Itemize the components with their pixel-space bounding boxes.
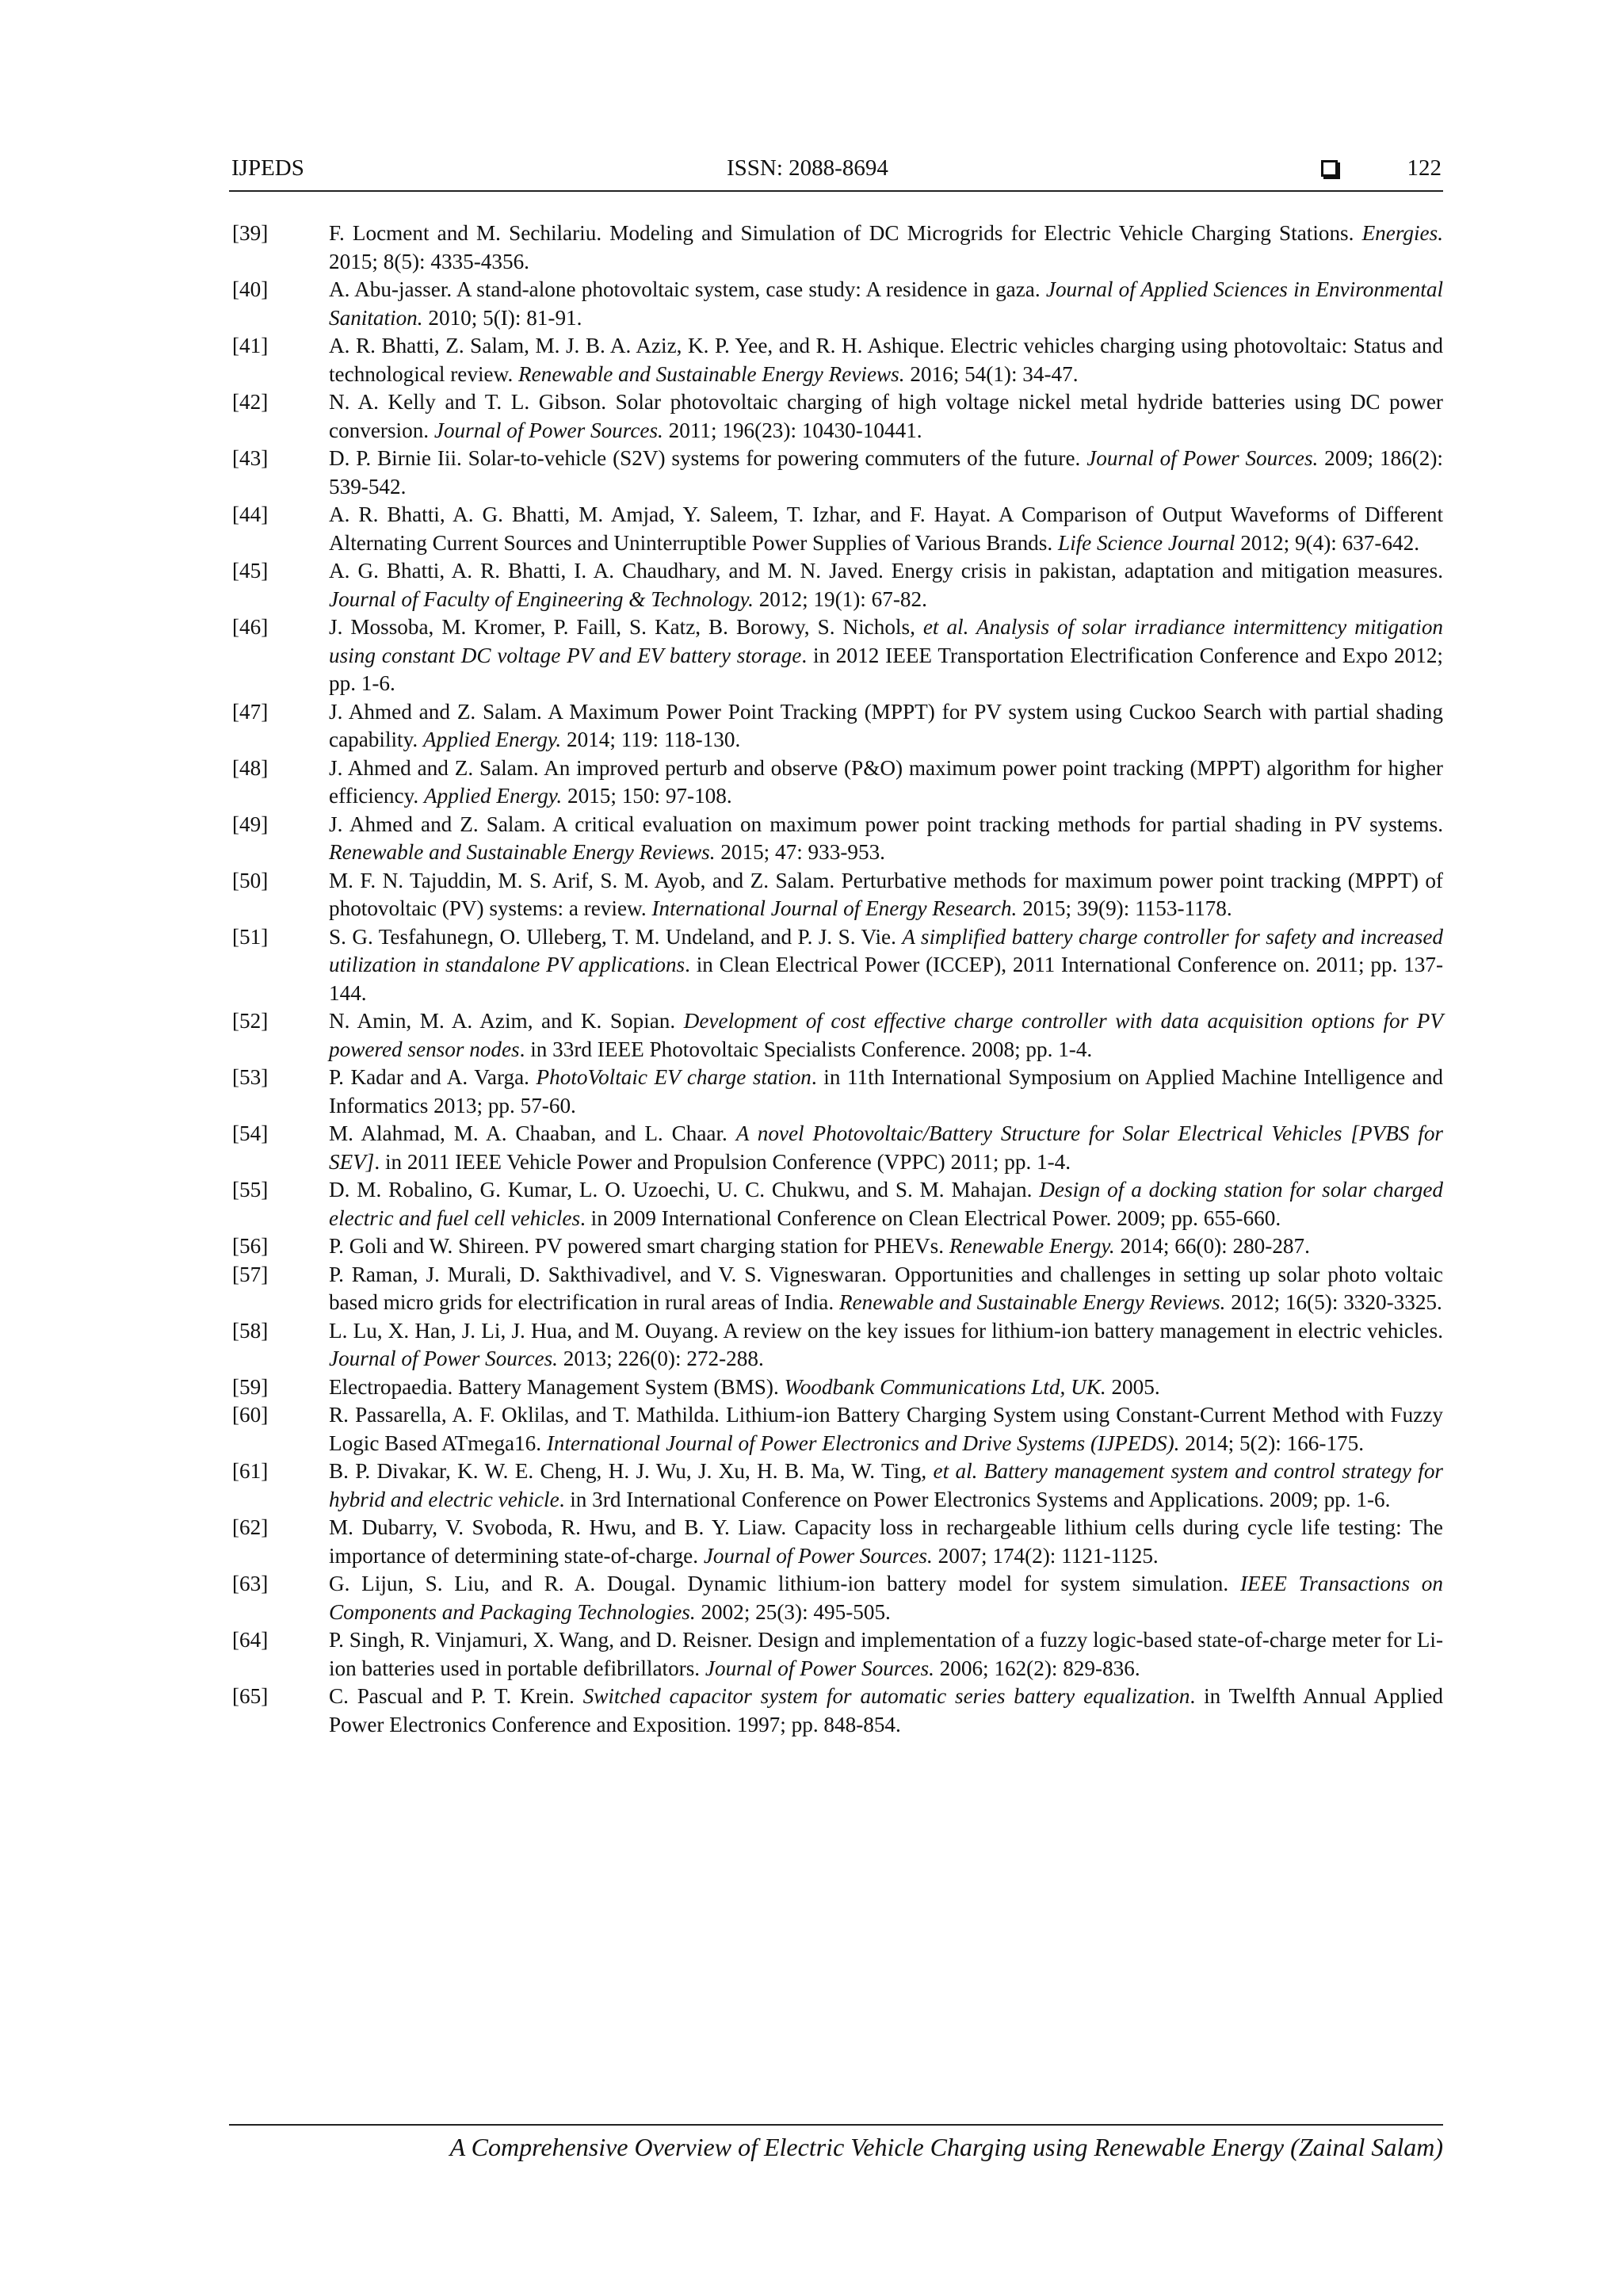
reference-italic-run: Journal of Power Sources. [1086,446,1319,470]
reference-item [229,220,1443,276]
reference-item [229,1176,1443,1232]
reference-run: 2015; 39(9): 1153-1178. [1017,896,1232,920]
reference-run: . in 2012 IEEE Transportation Electrification Conference and Expo 2012; pp. 1-6. [329,643,1443,695]
reference-number: [58] [232,1318,269,1343]
reference-item [229,276,1443,332]
reference-run: 2015; 150: 97-108. [562,784,732,808]
reference-text [329,755,1443,811]
reference-run: 2014; 119: 118-130. [561,728,741,751]
reference-item [229,1007,1443,1064]
reference-run: 2015; 47: 933-953. [715,840,885,864]
reference-run: 2002; 25(3): 495-505. [695,1599,891,1624]
reference-text [329,613,1443,698]
reference-italic-run: Applied Energy. [423,728,562,751]
reference-italic-run: Journal of Power Sources. [705,1656,934,1680]
reference-number: [63] [232,1572,269,1595]
reference-number: [59] [232,1374,269,1399]
reference-run: R. Passarella, A. F. Oklilas, and T. Mathilda. Lithium-ion Battery Charging System using Constant-Current Method with Fuzzy Logic Based ATmega16. [329,1403,1443,1455]
reference-item [229,332,1443,388]
reference-run: . in 2011 IEEE Vehicle Power and Propulsion Conference (VPPC) 2011; pp. 1-4. [374,1149,1071,1174]
reference-number: [39] [232,221,269,245]
reference-item [229,1683,1443,1739]
reference-text [329,501,1443,557]
reference-number: [48] [232,755,269,780]
reference-run: J. Ahmed and Z. Salam. A critical evaluation on maximum power point tracking methods for partial shading in PV systems. [329,812,1443,836]
reference-italic-run: Development of cost effective charge controller with data acquisition options for PV powered sensor nodes [329,1009,1444,1061]
reference-text [329,867,1443,923]
reference-item [229,1514,1443,1570]
reference-item [229,698,1443,755]
issn-label: ISSN: 2088-8694 [727,155,888,181]
journal-name: IJPEDS [231,155,304,181]
reference-text [329,1457,1443,1514]
reference-run: M. Alahmad, M. A. Chaaban, and L. Chaar. [329,1121,736,1145]
reference-run: A. R. Bhatti, A. G. Bhatti, M. Amjad, Y. Saleem, T. Izhar, and F. Hayat. A Comparison of Output Waveforms of Different Alternating Current Sources and Uninterruptible Power Supplies of Various Brands. [329,502,1443,555]
reference-number: [65] [232,1684,269,1708]
reference-item [229,1317,1443,1373]
reference-run: J. Ahmed and Z. Salam. A Maximum Power Point Tracking (MPPT) for PV system using Cuckoo Search with partial shading capability. [329,699,1443,751]
reference-italic-run: A simplified battery charge controller for safety and increased utilization in standalone PV applications [329,924,1443,976]
reference-text [329,445,1443,501]
reference-run: P. Goli and W. Shireen. PV powered smart charging station for PHEVs. [329,1234,949,1258]
reference-text [329,1261,1443,1317]
reference-run: A. Abu-jasser. A stand-alone photovoltaic system, case study: A residence in gaza. [329,277,1046,301]
reference-run: M. F. N. Tajuddin, M. S. Arif, S. M. Ayob, and Z. Salam. Perturbative methods for maximum power point tracking (MPPT) of photovoltaic (PV) systems: a review. [329,868,1443,920]
reference-italic-run: IEEE Transactions on Components and Packaging Technologies. [329,1572,1443,1624]
reference-item [229,1570,1443,1626]
reference-run: . in 3rd International Conference on Power Electronics Systems and Applications. 2009; pp. 1-6. [559,1487,1391,1511]
reference-number: [55] [232,1178,269,1201]
reference-item [229,388,1443,445]
reference-item [229,1401,1443,1457]
reference-italic-run: Life Science Journal [1057,530,1235,555]
reference-run: 2010; 5(I): 81-91. [422,305,582,330]
reference-run: F. Locment and M. Sechilariu. Modeling and Simulation of DC Microgrids for Electric Vehicle Charging Stations. [329,221,1362,245]
reference-text [329,1064,1443,1120]
reference-italic-run: Journal of Applied Sciences in Environmental Sanitation. [329,277,1443,330]
reference-item [229,923,1443,1008]
reference-number: [42] [232,390,269,414]
reference-number: [54] [232,1121,269,1145]
reference-item [229,755,1443,811]
reference-number: [41] [232,334,269,357]
reference-italic-run: Journal of Power Sources. [703,1543,933,1568]
page-header [229,155,1443,192]
footer-title: A Comprehensive Overview of Electric Vehicle Charging using Renewable Energy (Zainal Salam) [449,2133,1443,2161]
reference-italic-run: Renewable Energy. [949,1234,1115,1258]
reference-item [229,1064,1443,1120]
reference-text [329,557,1443,613]
reference-number: [61] [232,1459,269,1483]
reference-run: M. Dubarry, V. Svoboda, R. Hwu, and B. Y. Liaw. Capacity loss in rechargeable lithium cells during cycle life testing: The importance of determining state-of-charge. [329,1515,1443,1568]
reference-run: 2011; 196(23): 10430-10441. [663,418,922,442]
reference-run: S. G. Tesfahunegn, O. Ulleberg, T. M. Undeland, and P. J. S. Vie. [329,924,903,949]
reference-number: [64] [232,1628,269,1652]
reference-italic-run: , et al. Battery management system and control strategy for hybrid and electric vehicle [329,1459,1443,1511]
reference-text [329,923,1443,1008]
reference-text [329,1683,1443,1739]
reference-item [229,557,1443,613]
reference-italic-run: Journal of Power Sources. [329,1347,558,1370]
reference-text [329,1232,1443,1261]
reference-italic-run: International Journal of Energy Research. [651,896,1018,920]
reference-text [329,220,1443,276]
reference-text [329,1373,1443,1402]
reference-run: P. Singh, R. Vinjamuri, X. Wang, and D. Reisner. Design and implementation of a fuzzy logic-based state-of-charge meter for Li-ion batteries used in portable defibrillators. [329,1628,1443,1680]
reference-number: [50] [232,868,269,892]
reference-number: [49] [232,812,269,836]
reference-run: . in 33rd IEEE Photovoltaic Specialists Conference. 2008; pp. 1-4. [519,1037,1093,1061]
reference-text [329,332,1443,388]
reference-run: 2015; 8(5): 4335-4356. [329,249,529,273]
reference-number: [53] [232,1065,269,1089]
reference-run: G. Lijun, S. Liu, and R. A. Dougal. Dynamic lithium-ion battery model for system simulation. [329,1572,1240,1595]
square-bullet-icon [1321,160,1338,177]
reference-run: 2014; 5(2): 166-175. [1179,1431,1365,1455]
reference-run: 2014; 66(0): 280-287. [1114,1234,1310,1258]
reference-item [229,811,1443,867]
reference-italic-run: International Journal of Power Electronics and Drive Systems (IJPEDS). [546,1431,1180,1455]
reference-italic-run: Renewable and Sustainable Energy Reviews. [518,361,905,386]
reference-number: [60] [232,1403,269,1427]
reference-number: [46] [232,615,269,639]
reference-run: . in Twelfth Annual Applied Power Electronics Conference and Exposition. 1997; pp. 848-854. [329,1684,1443,1736]
reference-run: P. Raman, J. Murali, D. Sakthivadivel, and V. S. Vigneswaran. Opportunities and challenges in setting up solar photo voltaic based micro grids for electrification in rural areas of India. [329,1262,1443,1314]
reference-number: [44] [232,502,269,526]
reference-run: N. A. Kelly and T. L. Gibson. Solar photovoltaic charging of high voltage nickel metal hydride batteries using DC power conversion. [329,390,1443,442]
reference-text [329,1626,1443,1683]
reference-item [229,1626,1443,1683]
reference-text [329,698,1443,755]
reference-item [229,1457,1443,1514]
reference-run: 2013; 226(0): 272-288. [557,1347,764,1370]
reference-italic-run: A novel Photovoltaic/Battery Structure for Solar Electrical Vehicles [PVBS for SEV] [329,1121,1444,1174]
reference-run: A. R. Bhatti, Z. Salam, M. J. B. A. Aziz, K. P. Yee, and R. H. Ashique. Electric vehicles charging using photovoltaic: Status and technological review. [329,334,1443,386]
page-footer [229,2124,1443,2162]
reference-italic-run: Renewable and Sustainable Energy Reviews. [329,840,716,864]
reference-italic-run: Applied Energy. [424,784,563,808]
reference-run: 2016; 54(1): 34-47. [904,361,1079,386]
reference-run: Electropaedia. Battery Management System (BMS). [329,1374,785,1399]
reference-item [229,1261,1443,1317]
reference-run: P. Kadar and A. Varga. [329,1065,537,1089]
reference-item [229,1120,1443,1176]
reference-italic-run: Journal of Power Sources. [433,418,663,442]
reference-item [229,1232,1443,1261]
reference-number: [51] [232,924,269,949]
reference-run: J. Ahmed and Z. Salam. An improved perturb and observe (P&O) maximum power point tracking (MPPT) algorithm for higher efficiency. [329,755,1443,808]
reference-run: J. Mossoba, M. Kromer, P. Faill, S. Katz, B. Borowy, S. Nichols [329,615,911,639]
reference-italic-run: Energies. [1361,221,1443,245]
reference-number: [52] [232,1009,269,1033]
reference-text [329,1317,1443,1373]
reference-italic-run: Renewable and Sustainable Energy Reviews. [838,1290,1226,1314]
reference-item [229,445,1443,501]
reference-run: . in 11th International Symposium on Applied Machine Intelligence and Informatics 2013; pp. 57-60. [329,1065,1444,1117]
reference-italic-run: PhotoVoltaic EV charge station [536,1065,812,1089]
reference-run: A. G. Bhatti, A. R. Bhatti, I. A. Chaudhary, and M. N. Javed. Energy crisis in pakistan, adaptation and mitigation measures. [329,559,1443,583]
reference-item [229,613,1443,698]
reference-run: 2012; 19(1): 67-82. [753,586,927,611]
reference-run: L. Lu, X. Han, J. Li, J. Hua, and M. Ouyang. A review on the key issues for lithium-ion battery management in electric vehicles. [329,1318,1443,1343]
reference-run: 2009; 186(2): 539-542. [329,446,1443,499]
reference-item [229,501,1443,557]
reference-list [229,220,1443,1739]
reference-number: [56] [232,1234,269,1258]
reference-italic-run: Design of a docking station for solar charged electric and fuel cell vehicles [329,1178,1443,1230]
reference-item [229,1373,1443,1402]
reference-italic-run: Journal of Faculty of Engineering & Technology. [329,586,754,611]
reference-text [329,1401,1443,1457]
reference-number: [45] [232,559,269,583]
reference-text [329,1514,1443,1570]
reference-run: 2012; 16(5): 3320-3325. [1225,1290,1442,1314]
reference-run: 2007; 174(2): 1121-1125. [932,1543,1159,1568]
reference-number: [62] [232,1515,269,1539]
reference-run: D. P. Birnie Iii. Solar-to-vehicle (S2V) systems for powering commuters of the future. [329,446,1087,470]
reference-italic-run: Woodbank Communications Ltd, UK. [784,1374,1106,1399]
reference-number: [40] [232,277,269,301]
reference-italic-run: Switched capacitor system for automatic series battery equalization [582,1684,1190,1708]
reference-italic-run: , et al. Analysis of solar irradiance intermittency mitigation using constant DC voltage PV and EV battery storage [329,615,1444,667]
reference-text [329,1007,1443,1064]
reference-number: [43] [232,446,269,470]
reference-run: C. Pascual and P. T. Krein. [329,1684,583,1708]
reference-text [329,1120,1443,1176]
page-number: 122 [1407,155,1442,181]
reference-number: [47] [232,699,269,724]
reference-run: 2012; 9(4): 637-642. [1235,530,1420,555]
reference-run: B. P. Divakar, K. W. E. Cheng, H. J. Wu, J. Xu, H. B. Ma, W. Ting [329,1459,922,1483]
reference-item [229,867,1443,923]
reference-run: . in Clean Electrical Power (ICCEP), 2011 International Conference on. 2011; pp. 137-144. [329,953,1444,1005]
reference-run: N. Amin, M. A. Azim, and K. Sopian. [329,1009,684,1033]
reference-text [329,1176,1443,1232]
reference-text [329,1570,1443,1626]
reference-run: D. M. Robalino, G. Kumar, L. O. Uzoechi, U. C. Chukwu, and S. M. Mahajan. [329,1178,1040,1201]
reference-text [329,276,1443,332]
reference-text [329,811,1443,867]
reference-text [329,388,1443,445]
reference-run: . in 2009 International Conference on Clean Electrical Power. 2009; pp. 655-660. [580,1205,1281,1230]
reference-run: 2005. [1106,1374,1160,1399]
reference-run: 2006; 162(2): 829-836. [934,1656,1140,1680]
reference-number: [57] [232,1262,269,1286]
